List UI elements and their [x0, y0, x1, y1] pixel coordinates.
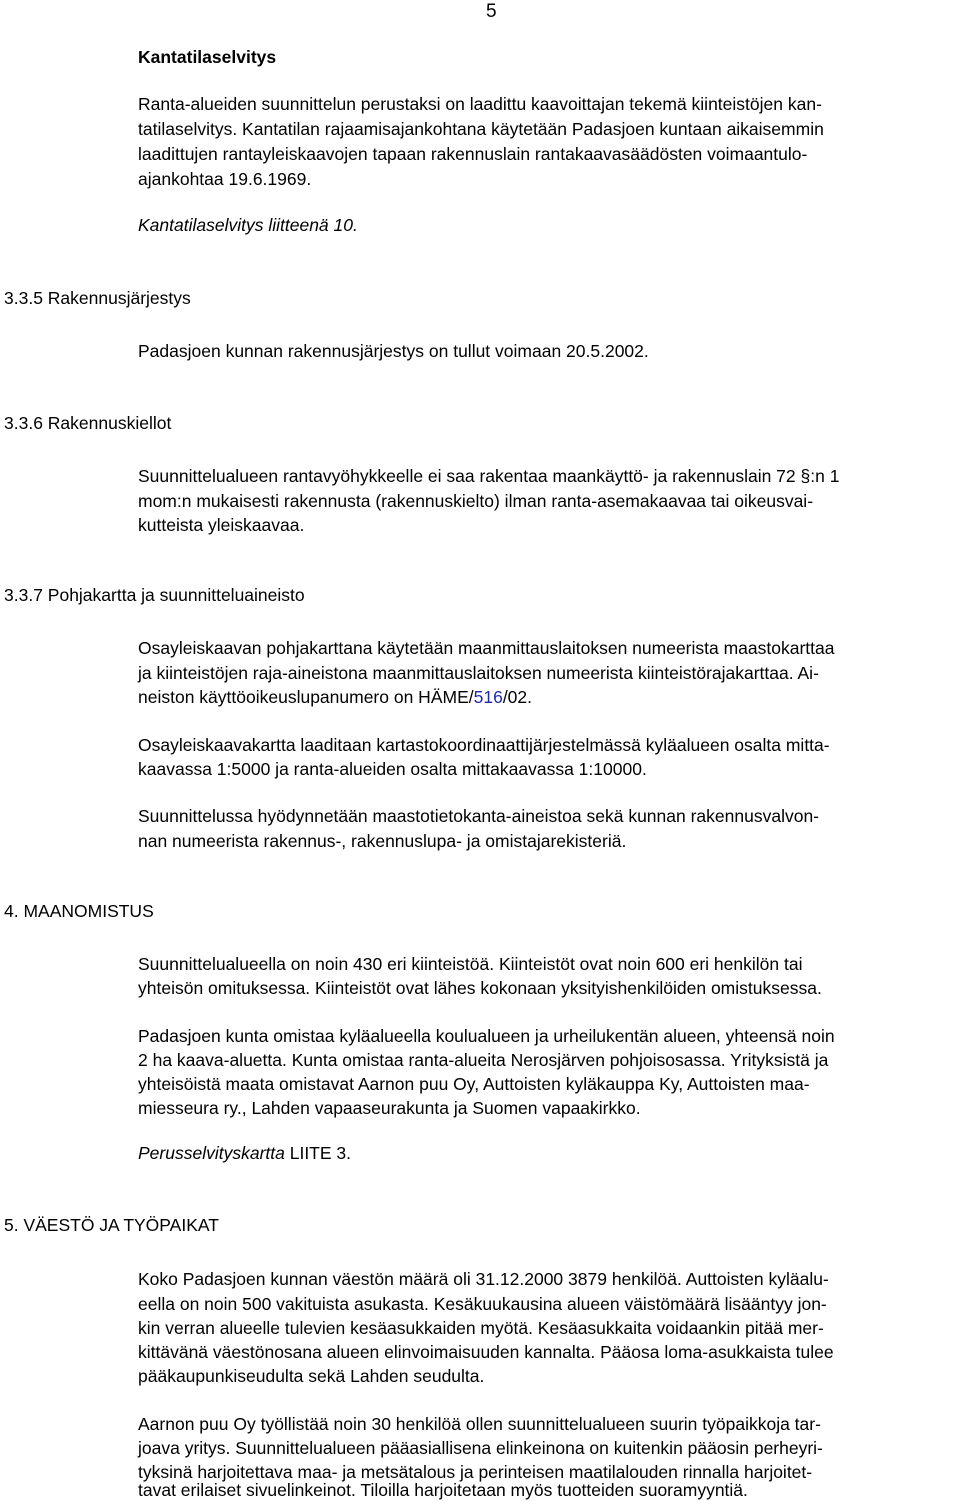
s4-reference-italic: Perusselvityskartta	[138, 1143, 285, 1163]
s5-p1-line: eella on noin 500 vakituista asukasta. Kesäkuukausina alueen väistömäärä lisääntyy jon-	[138, 1294, 827, 1314]
s4-p2-line: yhteisöistä maata omistavat Aarnon puu Oy, Auttoisten kyläkauppa Ky, Auttoisten maa-	[138, 1074, 810, 1094]
s4-p1-line: Suunnittelualueella on noin 430 eri kiinteistöä. Kiinteistöt ovat noin 600 eri henkilön tai	[138, 954, 803, 974]
s337-p2-line: kaavassa 1:5000 ja ranta-alueiden osalta mittakaavassa 1:10000.	[138, 759, 647, 779]
section-heading-337: 3.3.7 Pohjakartta ja suunnitteluaineisto	[4, 585, 305, 605]
s337-p1-line: Osayleiskaavan pohjakarttana käytetään maanmittauslaitoksen numeerista maastokarttaa	[138, 638, 835, 658]
kantatila-line: laadittujen rantayleiskaavojen tapaan rakennuslain rantakaavasäädösten voimaantulo-	[138, 144, 808, 164]
s5-p2-line: joava yritys. Suunnittelualueen pääasiallisena elinkeinona on kuitenkin pääosin perheyri-	[138, 1438, 823, 1458]
s4-p1-line: yhteisön omituksessa. Kiinteistöt ovat lähes kokonaan yksityishenkilöiden omistuksessa.	[138, 978, 822, 998]
kantatila-line: Ranta-alueiden suunnittelun perustaksi on laadittu kaavoittajan tekemä kiinteistöjen kan-	[138, 94, 822, 114]
s4-p2-line: miesseura ry., Lahden vapaaseurakunta ja Suomen vapaakirkko.	[138, 1098, 641, 1118]
s337-p1-line: ja kiinteistöjen raja-aineistona maanmittauslaitoksen numeerista kiinteistörajakarttaa. Ai-	[138, 663, 819, 683]
kantatila-line: tatilaselvitys. Kantatilan rajaamisajankohtana käytetään Padasjoen kuntaan aikaisemmin	[138, 119, 824, 139]
s4-p2-line: 2 ha kaava-aluetta. Kunta omistaa ranta-alueita Nerosjärven pohjoisosassa. Yrityksistä ja	[138, 1050, 829, 1070]
section-heading-335: 3.3.5 Rakennusjärjestys	[4, 288, 191, 308]
section-heading-4: 4. MAANOMISTUS	[4, 901, 154, 921]
s5-p1-line: pääkaupunkiseudulta sekä Lahden seudulta.	[138, 1366, 485, 1386]
s337-p3-line: nan numeerista rakennus-, rakennuslupa- ja omistajarekisteriä.	[138, 831, 627, 851]
s336-line: mom:n mukaisesti rakennusta (rakennuskielto) ilman ranta-asemakaavaa tai oikeusvai-	[138, 491, 814, 511]
s5-p2-line: Aarnon puu Oy työllistää noin 30 henkilöä ollen suunnittelualueen suurin työpaikkoja tar-	[138, 1414, 821, 1434]
s4-reference-rest: LIITE 3.	[284, 1143, 351, 1163]
permit-number-highlight: 516	[473, 687, 503, 707]
section-heading-336: 3.3.6 Rakennuskiellot	[4, 413, 172, 433]
kantatila-heading: Kantatilaselvitys	[138, 47, 277, 67]
s5-p1-line: kittävänä väestönosana alueen elinvoimaisuuden kannalta. Pääosa loma-asukkaista tulee	[138, 1342, 834, 1362]
s4-reference	[138, 1143, 351, 1163]
kantatila-appendix: Kantatilaselvitys liitteenä 10.	[138, 215, 358, 235]
s5-p2-line: tyksinä harjoitettava maa- ja metsätalous ja perinteisen maatilalouden rinnalla harjoitet-	[138, 1462, 813, 1482]
s337-p3-line: Suunnittelussa hyödynnetään maastotietokanta-aineistoa sekä kunnan rakennusvalvon-	[138, 806, 820, 826]
s337-p2-line: Osayleiskaavakartta laaditaan kartastokoordinaattijärjestelmässä kyläalueen osalta mitta-	[138, 735, 830, 755]
s5-p1-line: Koko Padasjoen kunnan väestön määrä oli 31.12.2000 3879 henkilöä. Auttoisten kyläalu-	[138, 1269, 829, 1289]
s337-p1-last-before: neiston käyttöoikeuslupanumero on HÄME/	[138, 687, 474, 707]
section-heading-5: 5. VÄESTÖ JA TYÖPAIKAT	[4, 1215, 219, 1235]
page-number: 5	[486, 1, 497, 22]
s4-p2-line: Padasjoen kunta omistaa kyläalueella koulualueen ja urheilukentän alueen, yhteensä noin	[138, 1026, 835, 1046]
s5-p1-line: kin verran alueelle tulevien kesäasukkaiden myötä. Kesäasukkaita voidaankin pitää mer-	[138, 1318, 824, 1338]
s5-p2-line: tavat erilaiset sivuelinkeinot. Tiloilla harjoitetaan myös tuotteiden suoramyyntiä.	[138, 1480, 748, 1500]
s335-line: Padasjoen kunnan rakennusjärjestys on tullut voimaan 20.5.2002.	[138, 341, 649, 361]
s336-line: Suunnittelualueen rantavyöhykkeelle ei saa rakentaa maankäyttö- ja rakennuslain 72 §:n 1	[138, 466, 840, 486]
kantatila-line: ajankohtaa 19.6.1969.	[138, 169, 312, 189]
s336-line: kutteista yleiskaavaa.	[138, 515, 305, 535]
s337-p1-last-after: /02.	[502, 687, 533, 707]
s337-p1-last-line	[138, 687, 532, 707]
